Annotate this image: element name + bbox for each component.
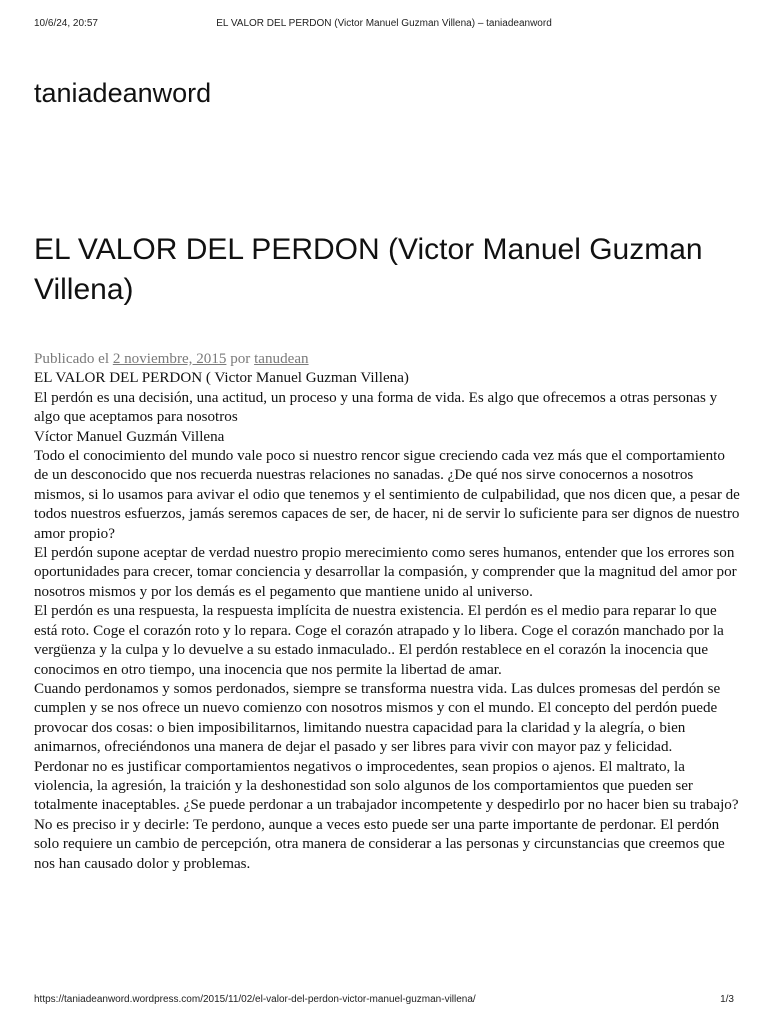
author-link[interactable]: tanudean — [254, 351, 309, 367]
paragraph: El perdón es una decisión, una actitud, un proceso y una forma de vida. Es algo que ofrecemos a otras personas y algo que aceptamos para nosotros — [34, 389, 718, 426]
post-date-link[interactable]: 2 noviembre, 2015 — [112, 351, 227, 367]
print-tab-title: EL VALOR DEL PERDON (Victor Manuel Guzman Villena) – taniadeanword — [216, 18, 552, 29]
paragraph: EL VALOR DEL PERDON ( Victor Manuel Guzman Villena) — [34, 370, 409, 387]
paragraph: Cuando perdonamos y somos perdonados, siempre se transforma nuestra vida. Las dulces promesas del perdón se cumplen y se nos ofrece un nuevo comienzo con nosotros mismos y con el mundo. El concepto del perdón puede provocar dos cosas: o bien imposibilitarnos, limitando nuestra capacidad para la claridad y la alegría, o bien animarnos, ofreciéndonos una manera de dejar el pasado y ser libres para vivir con mayor paz y felicidad. — [34, 680, 721, 756]
post-meta — [34, 350, 740, 369]
print-url: https://taniadeanword.wordpress.com/2015/11/02/el-valor-del-perdon-victor-manuel-guzman-villena/ — [34, 994, 476, 1005]
paragraph: El perdón supone aceptar de verdad nuestro propio merecimiento como seres humanos, entender que los errores son oportunidades para crecer, tomar conciencia y desarrollar la compasión, y comprender que la magnitud del amor por nosotros mismos y por los demás es el pegamento que mantiene unido al universo. — [34, 545, 737, 600]
post-content — [34, 350, 740, 874]
print-header — [34, 18, 734, 32]
site-title[interactable]: taniadeanword — [34, 78, 212, 108]
by-label: por — [226, 351, 255, 367]
paragraph: Víctor Manuel Guzmán Villena — [34, 428, 225, 445]
print-date: 10/6/24, 20:57 — [34, 18, 98, 29]
paragraph: Perdonar no es justificar comportamientos negativos o improcedentes, sean propios o ajenos. El maltrato, la violencia, la agresión, la traición y la deshonestidad son solo algunos de los comportamientos que pueden ser totalmente inaceptables. ¿Se puede perdonar a un trabajador incompetente y despedirlo por no hacer bien su trabajo? No es preciso ir y decirle: Te perdono, aunque a veces esto puede ser una parte importante de perdonar. El perdón solo requiere un cambio de percepción, otra manera de considerar a las personas y circunstancias que creemos que nos han causado dolor y problemas. — [34, 758, 739, 872]
post-title: EL VALOR DEL PERDON (Victor Manuel Guzman Villena) — [34, 233, 703, 306]
print-page-number: 1/3 — [720, 994, 734, 1005]
print-footer — [34, 994, 734, 1008]
paragraph: El perdón es una respuesta, la respuesta implícita de nuestra existencia. El perdón es el medio para reparar lo que está roto. Coge el corazón roto y lo repara. Coge el corazón atrapado y lo libera. Coge el corazón manchado por la vergüenza y la culpa y lo devuelve a su estado inmaculado.. El perdón restablece en el corazón la inocencia que conocimos en otro tiempo, una inocencia que nos permite la libertad de amar. — [34, 603, 724, 678]
published-prefix: Publicado el — [34, 351, 113, 367]
paragraph: Todo el conocimiento del mundo vale poco si nuestro rencor sigue creciendo cada vez más que el comportamiento de un desconocido que nos recuerda nuestras relaciones no sanadas. ¿De qué nos sirve conocernos a nosotros mismos, si lo usamos para avivar el odio que tenemos y el sentimiento de culpabilidad, que nos dicen que, a pesar de todos nuestros esfuerzos, jamás seremos capaces de ser, de hacer, ni de servir lo suficiente para ser dignos de nuestro amor propio? — [34, 448, 740, 542]
